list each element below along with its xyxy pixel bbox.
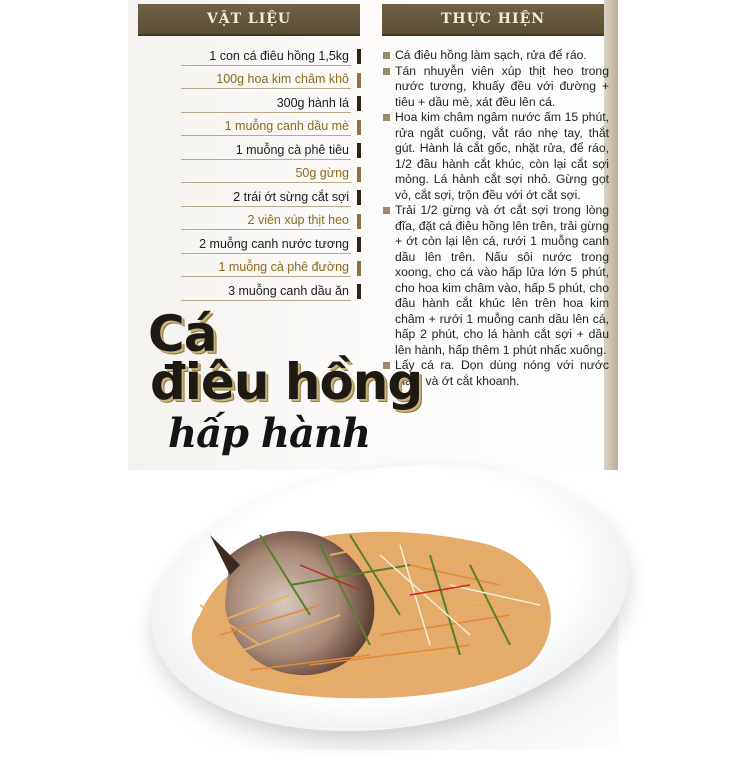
ingredient-item	[175, 232, 361, 256]
step-text: Tán nhuyễn viên xúp thịt heo trong nước tương, khuấy đều với đường + tiêu + dầu mè, xát đều lên cá.	[395, 63, 609, 109]
step-text: Trải 1/2 gừng và ớt cắt sợi trong lòng đĩa, đặt cá điêu hồng lên trên, trải gừng + ớt còn lại lên cá, rưới 1 muỗng canh dầu lên trên. Nấu sôi nước trong xoong, cho cá vào hấp lửa lớn 5 phút, cho hoa kim châm vào, hấp 5 phút, cho đầu hành cắt khúc lên trên hoa kim châm + rưới 1 muỗng canh dầu lên cá, hấp 2 phút, cho lá hành cắt sợi + dầu lên hành, hấp thêm 1 phút nhấc xuống.	[395, 203, 609, 357]
step-item	[383, 64, 609, 111]
ingredient-marker	[357, 143, 361, 158]
step-item	[383, 48, 609, 64]
ingredient-text: 300g hành lá	[276, 95, 349, 110]
ingredient-item	[175, 138, 361, 162]
ingredient-text: 3 muỗng canh dầu ăn	[228, 283, 349, 298]
ingredient-text: 1 muỗng cà phê đường	[218, 260, 349, 275]
step-item	[383, 203, 609, 358]
ingredient-text: 100g hoa kim châm khô	[216, 72, 349, 87]
steamed-fish-image	[170, 495, 590, 715]
ingredient-marker	[357, 214, 361, 229]
ingredient-marker	[357, 190, 361, 205]
ingredient-text: 1 con cá điêu hồng 1,5kg	[209, 48, 349, 63]
step-text: Lấy cá ra. Dọn dùng nóng với nước mắm và ớt cắt khoanh.	[395, 358, 609, 388]
ingredient-item	[175, 162, 361, 186]
ingredients-header-label: VẬT LIỆU	[206, 11, 292, 27]
step-item	[383, 110, 609, 203]
ingredient-marker	[357, 73, 361, 88]
ingredient-text: 1 muỗng canh dầu mè	[224, 119, 349, 134]
method-header	[382, 4, 604, 36]
ingredient-marker	[357, 261, 361, 276]
method-header-label: THỰC HIỆN	[440, 11, 546, 27]
title-line-2: điêu hồng	[150, 353, 423, 411]
title-line-3: hấp hành	[168, 410, 371, 457]
ingredient-marker	[357, 284, 361, 299]
ingredient-text: 50g gừng	[295, 166, 349, 181]
step-bullet-icon	[383, 68, 390, 75]
step-text: Cá điêu hồng làm sạch, rửa để ráo.	[395, 48, 587, 62]
ingredient-item	[175, 115, 361, 139]
ingredient-text: 1 muỗng cà phê tiêu	[235, 142, 349, 157]
ingredient-text: 2 muỗng canh nước tương	[199, 236, 349, 251]
ingredient-item	[175, 209, 361, 233]
ingredient-item	[175, 279, 361, 303]
step-bullet-icon	[383, 52, 390, 59]
ingredient-item	[175, 44, 361, 68]
title-line-1: Cá	[148, 305, 217, 363]
ingredient-item	[175, 256, 361, 280]
ingredient-marker	[357, 49, 361, 64]
ingredient-text: 2 viên xúp thịt heo	[247, 213, 349, 228]
ingredient-list	[175, 44, 361, 303]
ingredient-marker	[357, 167, 361, 182]
ingredient-marker	[357, 120, 361, 135]
ingredient-item	[175, 185, 361, 209]
method-steps	[383, 48, 609, 389]
ingredient-marker	[357, 237, 361, 252]
step-bullet-icon	[383, 207, 390, 214]
ingredient-item	[175, 91, 361, 115]
step-text: Hoa kim châm ngâm nước ấm 15 phút, rửa ngắt cuống, vắt ráo nhẹ tay, thắt gút. Hành lá cắt gốc, nhặt rửa, để ráo, 1/2 đầu hành cắt khúc, còn lại cắt sợi mỏng. Lá hành cắt sợi nhỏ. Gừng gọt vỏ, cắt sợi, trộn đều với ớt cắt sợi.	[395, 110, 609, 202]
ingredient-item	[175, 68, 361, 92]
ingredient-marker	[357, 96, 361, 111]
step-bullet-icon	[383, 114, 390, 121]
ingredients-header	[138, 4, 360, 36]
ingredient-text: 2 trái ớt sừng cắt sợi	[233, 189, 349, 204]
